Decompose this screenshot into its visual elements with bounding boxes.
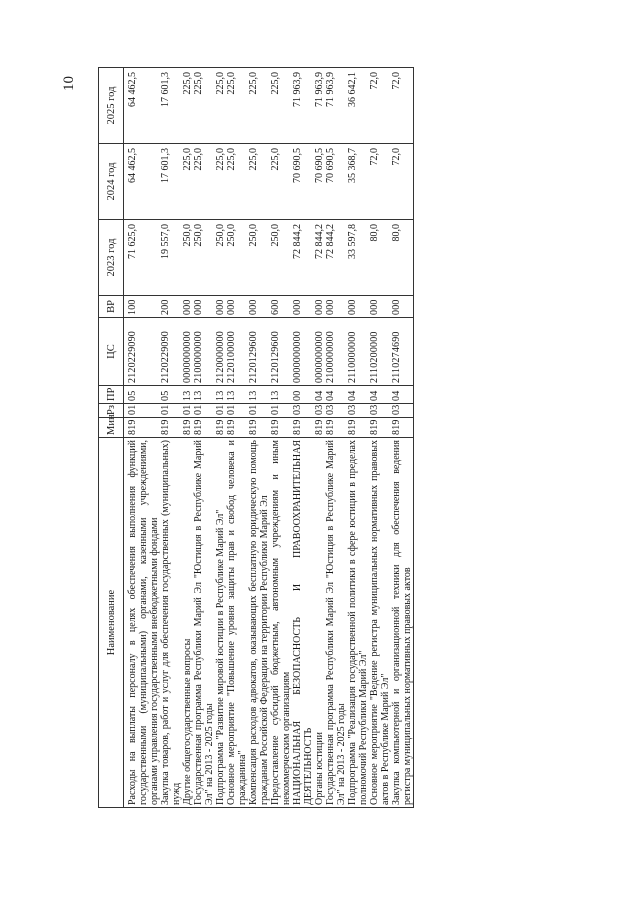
cell-y2025: 72,0: [369, 68, 391, 144]
table-row: [270, 68, 292, 808]
cell-y2023: 80,0: [369, 220, 391, 296]
cell-name: Другие общегосударственные вопросы: [182, 438, 193, 808]
cell-min: 819: [248, 418, 270, 438]
cell-y2025: 225,0: [182, 68, 193, 144]
cell-pr: 13: [270, 386, 292, 404]
table-row: [226, 68, 248, 808]
header-rz: Рз: [99, 404, 124, 418]
cell-y2025: 64 462,5: [127, 68, 160, 144]
cell-vr: 000: [369, 296, 391, 318]
header-min: Мин: [99, 418, 124, 438]
cell-min: 819: [215, 418, 226, 438]
cell-rz: 01: [193, 404, 215, 418]
cell-y2023: 71 625,0: [127, 220, 160, 296]
cell-name: Расходы на выплаты персоналу в целях обеспечения выполнения функций государственными (муниципальными) органами, казенными учреждениями, органами управления государственными внебюджетными фондами: [127, 438, 160, 808]
cell-cs: 2120229090: [160, 318, 182, 386]
cell-vr: 000: [314, 296, 325, 318]
cell-y2025: 36 642,1: [347, 68, 369, 144]
cell-name: Закупка компьютерной и организационной техники для обеспечения ведения регистра муниципальных нормативных правовых актов: [391, 438, 414, 808]
cell-pr: 04: [369, 386, 391, 404]
cell-cs: 0000000000: [292, 318, 314, 386]
table-row: [314, 68, 325, 808]
table-body: [124, 68, 414, 808]
cell-name: НАЦИОНАЛЬНАЯ БЕЗОПАСНОСТЬ И ПРАВООХРАНИТЕЛЬНАЯ ДЕЯТЕЛЬНОСТЬ: [292, 438, 314, 808]
cell-y2024: 70 690,5: [325, 144, 347, 220]
cell-name: Подпрограмма "Реализация государственной политики в сфере юстиции в пределах полномочий Республики Марий Эл": [347, 438, 369, 808]
cell-name: Государственная программа Республики Марий Эл "Юстиция в Республике Марий Эл" на 2013 - 2025 годы: [193, 438, 215, 808]
cell-y2025: 225,0: [226, 68, 248, 144]
cell-y2023: 250,0: [193, 220, 215, 296]
cell-y2025: 71 963,9: [314, 68, 325, 144]
cell-name: Подпрограмма "Развитие мировой юстиции в Республике Марий Эл": [215, 438, 226, 808]
cell-y2024: 225,0: [193, 144, 215, 220]
cell-cs: 2100000000: [325, 318, 347, 386]
header-2024: 2024 год: [99, 144, 124, 220]
cell-y2023: 72 844,2: [325, 220, 347, 296]
cell-min: 819: [127, 418, 160, 438]
cell-y2025: 71 963,9: [325, 68, 347, 144]
cell-name: Предоставление субсидий бюджетным, автономным учреждениям и иным некоммерческим организациям: [270, 438, 292, 808]
cell-pr: 13: [226, 386, 248, 404]
table-row: [160, 68, 182, 808]
cell-y2025: 225,0: [193, 68, 215, 144]
cell-y2025: 225,0: [248, 68, 270, 144]
header-pr: ПР: [99, 386, 124, 404]
table-row: [127, 68, 160, 808]
cell-vr: 000: [215, 296, 226, 318]
cell-vr: 000: [193, 296, 215, 318]
cell-y2023: 72 844,2: [314, 220, 325, 296]
cell-rz: 03: [325, 404, 347, 418]
cell-y2024: 225,0: [215, 144, 226, 220]
cell-min: 819: [182, 418, 193, 438]
cell-cs: 2120100000: [226, 318, 248, 386]
cell-min: 819: [369, 418, 391, 438]
cell-vr: 000: [347, 296, 369, 318]
cell-y2023: 250,0: [215, 220, 226, 296]
table-header-row: [99, 68, 124, 808]
table-row: [182, 68, 193, 808]
table-row: [391, 68, 414, 808]
table-row: [248, 68, 270, 808]
cell-name: Компенсация расходов адвокатов, оказывающих бесплатную юридическую помощь гражданам Российской Федерации на территории Республики Марий Эл: [248, 438, 270, 808]
cell-y2025: 225,0: [215, 68, 226, 144]
cell-pr: 05: [160, 386, 182, 404]
cell-pr: 00: [292, 386, 314, 404]
cell-cs: 2120000000: [215, 318, 226, 386]
cell-pr: 13: [215, 386, 226, 404]
cell-pr: 04: [325, 386, 347, 404]
cell-min: 819: [193, 418, 215, 438]
cell-min: 819: [160, 418, 182, 438]
cell-cs: 2110274690: [391, 318, 414, 386]
cell-y2024: 35 368,7: [347, 144, 369, 220]
cell-pr: 04: [391, 386, 414, 404]
cell-y2025: 71 963,9: [292, 68, 314, 144]
cell-cs: 2120129600: [248, 318, 270, 386]
cell-rz: 01: [182, 404, 193, 418]
header-2025: 2025 год: [99, 68, 124, 144]
cell-rz: 01: [248, 404, 270, 418]
cell-vr: 600: [270, 296, 292, 318]
table-row: [193, 68, 215, 808]
cell-rz: 01: [127, 404, 160, 418]
cell-pr: 04: [347, 386, 369, 404]
cell-y2025: 72,0: [391, 68, 414, 144]
cell-y2024: 70 690,5: [292, 144, 314, 220]
cell-cs: 2120229090: [127, 318, 160, 386]
header-2023: 2023 год: [99, 220, 124, 296]
cell-rz: 01: [226, 404, 248, 418]
cell-vr: 000: [391, 296, 414, 318]
cell-y2023: 250,0: [182, 220, 193, 296]
cell-y2023: 72 844,2: [292, 220, 314, 296]
cell-y2024: 72,0: [391, 144, 414, 220]
cell-y2024: 64 462,5: [127, 144, 160, 220]
table-row: [347, 68, 369, 808]
cell-y2024: 70 690,5: [314, 144, 325, 220]
header-vr: ВР: [99, 296, 124, 318]
cell-y2023: 250,0: [226, 220, 248, 296]
cell-pr: 05: [127, 386, 160, 404]
cell-y2024: 225,0: [248, 144, 270, 220]
cell-rz: 01: [215, 404, 226, 418]
cell-min: 819: [391, 418, 414, 438]
cell-name: Основное мероприятие "Ведение регистра муниципальных нормативных правовых актов в Республике Марий Эл": [369, 438, 391, 808]
cell-cs: 2110200000: [369, 318, 391, 386]
cell-min: 819: [314, 418, 325, 438]
cell-min: 819: [347, 418, 369, 438]
cell-y2023: 250,0: [248, 220, 270, 296]
page-number: 10: [61, 76, 77, 91]
cell-vr: 100: [127, 296, 160, 318]
cell-rz: 03: [347, 404, 369, 418]
cell-y2025: 225,0: [270, 68, 292, 144]
cell-cs: 0000000000: [182, 318, 193, 386]
cell-rz: 03: [391, 404, 414, 418]
cell-vr: 000: [248, 296, 270, 318]
cell-y2025: 17 601,3: [160, 68, 182, 144]
cell-y2024: 225,0: [182, 144, 193, 220]
cell-cs: 0000000000: [314, 318, 325, 386]
cell-y2024: 225,0: [226, 144, 248, 220]
header-name: Наименование: [99, 438, 124, 808]
cell-vr: 000: [325, 296, 347, 318]
cell-y2023: 80,0: [391, 220, 414, 296]
cell-y2023: 33 597,8: [347, 220, 369, 296]
cell-rz: 01: [160, 404, 182, 418]
cell-y2023: 250,0: [270, 220, 292, 296]
cell-cs: 2120129600: [270, 318, 292, 386]
cell-vr: 200: [160, 296, 182, 318]
budget-table: [98, 67, 414, 808]
cell-vr: 000: [226, 296, 248, 318]
cell-y2024: 17 601,3: [160, 144, 182, 220]
cell-rz: 03: [369, 404, 391, 418]
cell-min: 819: [292, 418, 314, 438]
table-row: [325, 68, 347, 808]
cell-min: 819: [226, 418, 248, 438]
cell-y2024: 72,0: [369, 144, 391, 220]
cell-cs: 2100000000: [193, 318, 215, 386]
cell-pr: 13: [193, 386, 215, 404]
cell-rz: 03: [292, 404, 314, 418]
cell-vr: 000: [292, 296, 314, 318]
cell-min: 819: [325, 418, 347, 438]
cell-name: Органы юстиции: [314, 438, 325, 808]
cell-rz: 01: [270, 404, 292, 418]
cell-cs: 2110000000: [347, 318, 369, 386]
cell-name: Государственная программа Республики Марий Эл "Юстиция в Республике Марий Эл" на 2013 - 2025 годы: [325, 438, 347, 808]
cell-min: 819: [270, 418, 292, 438]
rotated-table-container: [98, 68, 638, 808]
header-cs: ЦС: [99, 318, 124, 386]
cell-pr: 04: [314, 386, 325, 404]
cell-pr: 13: [182, 386, 193, 404]
table-row: [369, 68, 391, 808]
cell-name: Закупка товаров, работ и услуг для обеспечения государственных (муниципальных) нужд: [160, 438, 182, 808]
cell-rz: 03: [314, 404, 325, 418]
cell-y2023: 19 557,0: [160, 220, 182, 296]
table-row: [215, 68, 226, 808]
cell-pr: 13: [248, 386, 270, 404]
cell-name: Основное мероприятие "Повышение уровня защиты прав и свобод человека и гражданина": [226, 438, 248, 808]
cell-y2024: 225,0: [270, 144, 292, 220]
table-row: [292, 68, 314, 808]
cell-vr: 000: [182, 296, 193, 318]
